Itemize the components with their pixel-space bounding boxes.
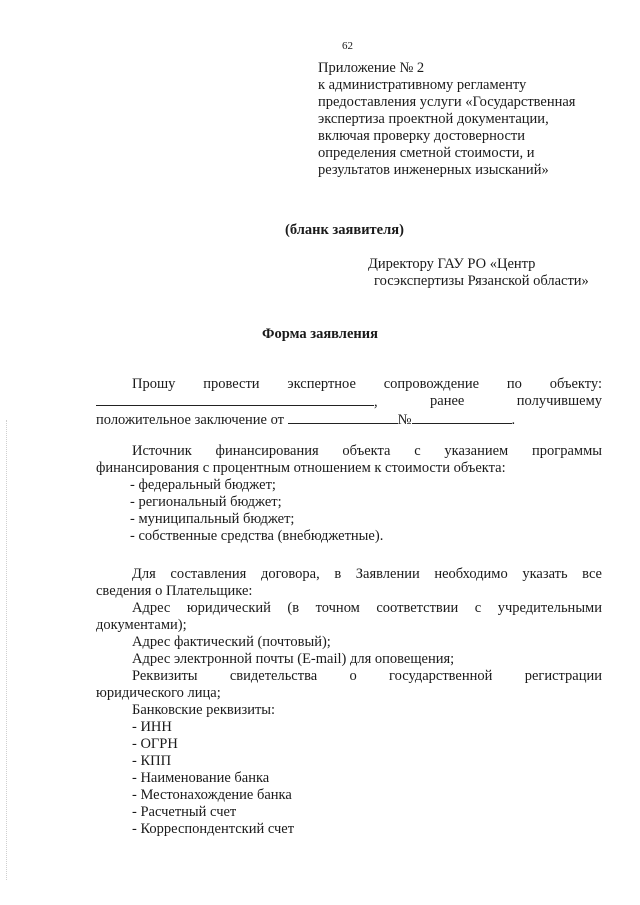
registration-line: Реквизиты свидетельства о государственной регистрации bbox=[132, 668, 602, 684]
bank-item: - Наименование банка bbox=[132, 770, 270, 786]
funding-item: - муниципальный бюджет; bbox=[130, 511, 295, 527]
actual-address-line: Адрес фактический (почтовый); bbox=[132, 634, 331, 650]
bank-details-heading: Банковские реквизиты: bbox=[132, 702, 276, 718]
funding-line: Источник финансирования объекта с указанием программы bbox=[132, 443, 602, 459]
scan-edge-artifact bbox=[6, 420, 8, 880]
request-paragraph bbox=[96, 376, 602, 429]
object-name-blank[interactable] bbox=[96, 393, 374, 406]
appendix-line: к административному регламенту bbox=[318, 77, 527, 93]
conclusion-date-blank[interactable] bbox=[288, 411, 398, 424]
number-sign: № bbox=[397, 412, 412, 428]
appendix-line: Приложение № 2 bbox=[318, 60, 425, 76]
comma: , bbox=[374, 394, 378, 410]
contract-paragraph bbox=[96, 566, 602, 838]
bank-item: - Корреспондентский счет bbox=[132, 821, 295, 837]
appendix-line: экспертиза проектной документации, bbox=[318, 111, 549, 127]
appendix-line: включая проверку достоверности bbox=[318, 128, 526, 144]
funding-item: - региональный бюджет; bbox=[130, 494, 282, 510]
registration-line: юридического лица; bbox=[96, 685, 221, 701]
email-line: Адрес электронной почты (E-mail) для оповещения; bbox=[132, 651, 455, 667]
contract-line: Для составления договора, в Заявлении необходимо указать все bbox=[132, 566, 602, 582]
addressee-line: госэкспертизы Рязанской области» bbox=[374, 273, 589, 289]
conclusion-line bbox=[96, 411, 602, 429]
appendix-header bbox=[318, 60, 608, 179]
appendix-line: определения сметной стоимости, и bbox=[318, 145, 535, 161]
funding-item: - федеральный бюджет; bbox=[130, 477, 276, 493]
funding-line: финансирования с процентным отношением к стоимости объекта: bbox=[96, 460, 506, 476]
funding-paragraph bbox=[96, 443, 602, 545]
word-received: получившему bbox=[516, 393, 602, 409]
appendix-line: предоставления услуги «Государственная bbox=[318, 94, 576, 110]
applicant-letterhead-label: (бланк заявителя) bbox=[285, 222, 404, 238]
contract-line: сведения о Плательщике: bbox=[96, 583, 253, 599]
appendix-line: результатов инженерных изысканий» bbox=[318, 162, 549, 178]
conclusion-number-blank[interactable] bbox=[412, 411, 512, 424]
legal-address-line: Адрес юридический (в точном соответствии с учредительными bbox=[132, 600, 602, 616]
bank-item: - КПП bbox=[132, 753, 172, 769]
page-number: 62 bbox=[342, 40, 353, 52]
form-title: Форма заявления bbox=[262, 326, 378, 342]
conclusion-from-label: положительное заключение от bbox=[96, 412, 285, 428]
bank-item: - ОГРН bbox=[132, 736, 178, 752]
addressee-line: Директору ГАУ РО «Центр bbox=[368, 256, 536, 272]
funding-item: - собственные средства (внебюджетные). bbox=[130, 528, 384, 544]
request-object-line bbox=[96, 393, 602, 411]
bank-item: - Местонахождение банка bbox=[132, 787, 292, 803]
bank-item: - Расчетный счет bbox=[132, 804, 237, 820]
bank-item: - ИНН bbox=[132, 719, 172, 735]
period: . bbox=[511, 412, 516, 428]
legal-address-line: документами); bbox=[96, 617, 187, 633]
request-line: Прошу провести экспертное сопровождение по объекту: bbox=[132, 376, 602, 392]
word-ranee: ранее bbox=[430, 393, 465, 409]
addressee-block bbox=[368, 256, 589, 290]
